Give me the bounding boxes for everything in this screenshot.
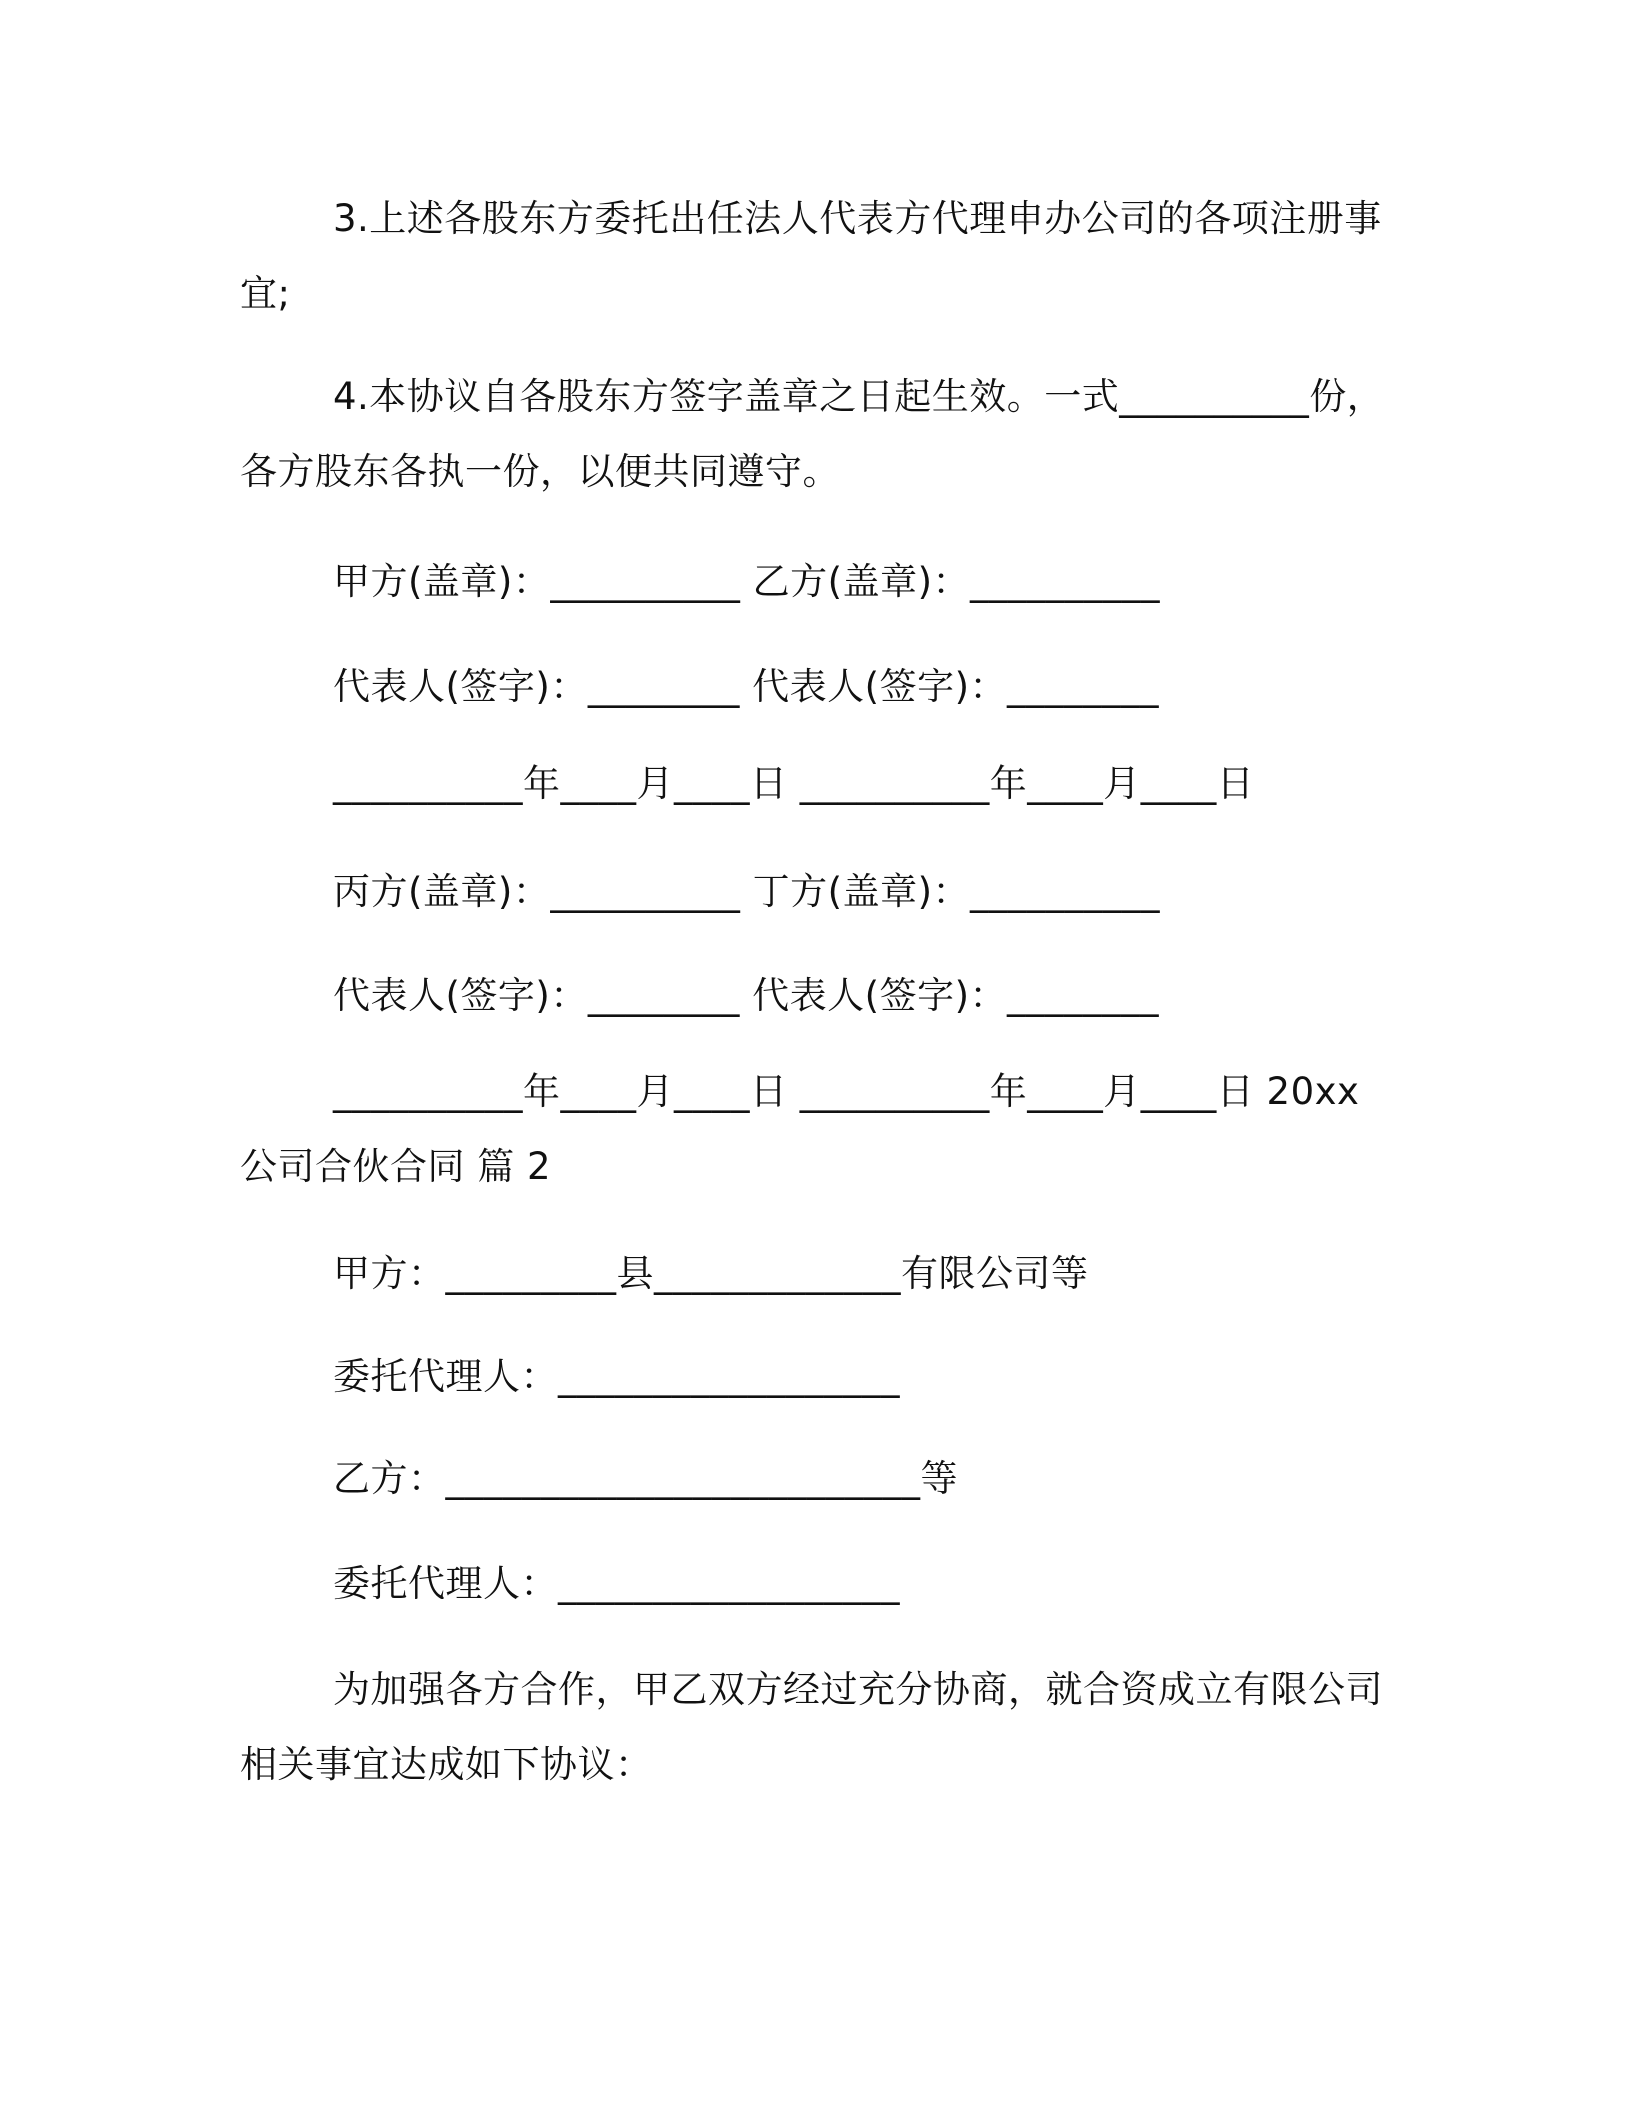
party-b-line: 乙方：_________________________等	[333, 1457, 958, 1500]
clause-3-line-2: 宜;	[240, 272, 291, 315]
clause-4-line-2: 各方股东各执一份，以便共同遵守。	[240, 450, 840, 493]
section-title: 公司合伙合同 篇 2	[240, 1145, 552, 1188]
agent-a-line: 委托代理人：__________________	[333, 1355, 900, 1398]
agent-b-line: 委托代理人：__________________	[333, 1562, 900, 1605]
preamble-line-1: 为加强各方合作，甲乙双方经过充分协商，就合资成立有限公司	[333, 1668, 1383, 1711]
clause-3-line-1: 3.上述各股东方委托出任法人代表方代理申办公司的各项注册事	[333, 197, 1382, 240]
representative-signature-line-2: 代表人(签字)：________ 代表人(签字)：________	[333, 974, 1160, 1017]
party-a-line: 甲方：_________县_____________有限公司等	[333, 1252, 1089, 1295]
clause-4-line-1: 4.本协议自各股东方签字盖章之日起生效。一式__________份，	[333, 375, 1385, 418]
party-cd-seal-line: 丙方(盖章)：__________ 丁方(盖章)：__________	[333, 870, 1161, 913]
preamble-line-2: 相关事宜达成如下协议：	[240, 1743, 653, 1786]
date-line-1: __________年____月____日 __________年____月____日	[333, 762, 1255, 805]
representative-signature-line-1: 代表人(签字)：________ 代表人(签字)：________	[333, 665, 1160, 708]
date-line-2: __________年____月____日 __________年____月____日 20xx	[333, 1070, 1360, 1113]
party-ab-seal-line: 甲方(盖章)：__________ 乙方(盖章)：__________	[333, 560, 1161, 603]
